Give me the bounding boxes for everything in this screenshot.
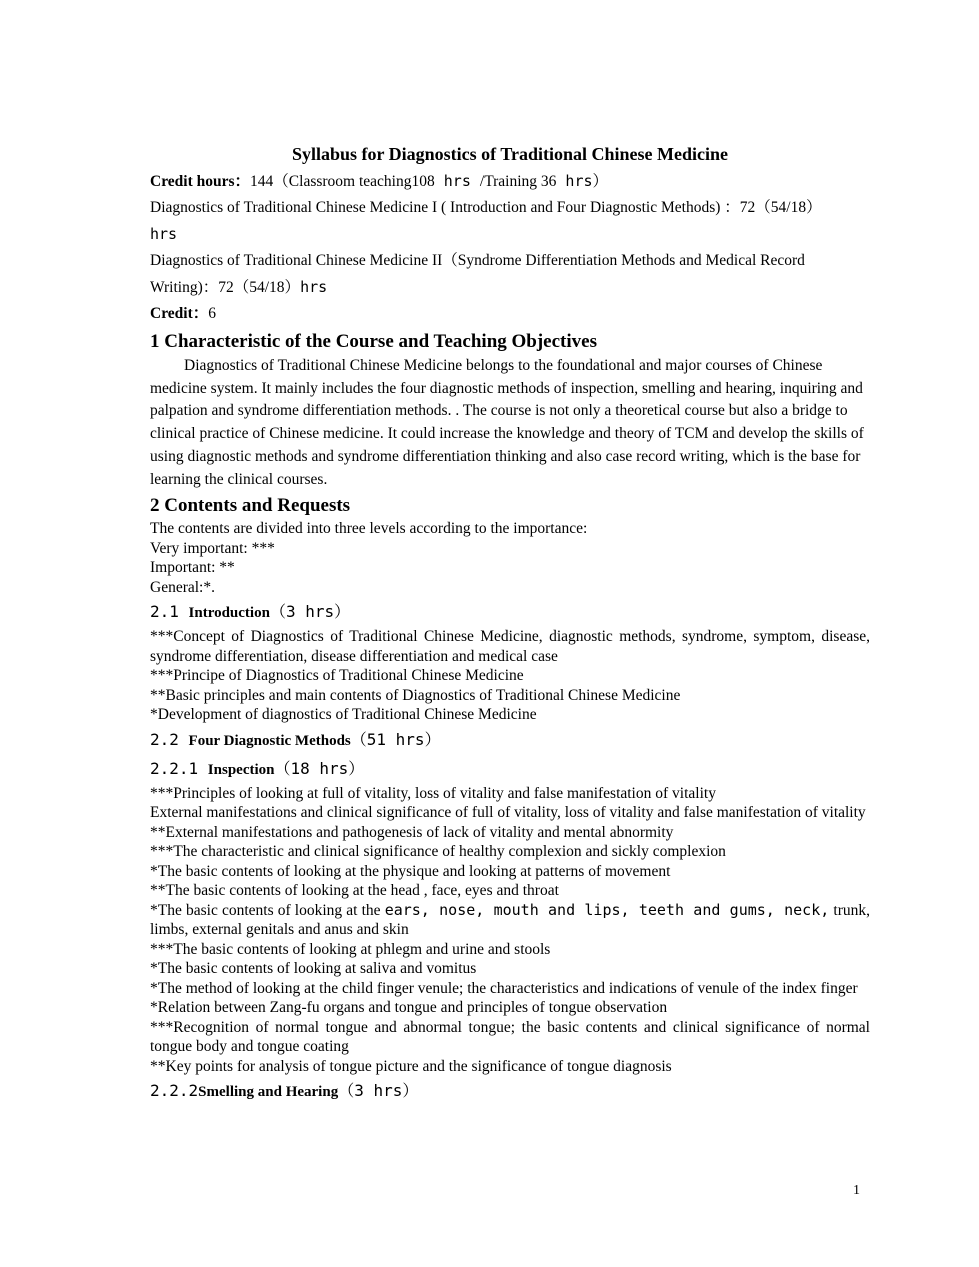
list-item: **Key points for analysis of tongue picture and the significance of tongue diagnosis — [150, 1057, 672, 1075]
importance-level-important: Important: ** — [150, 559, 235, 577]
list-item: External manifestations and clinical significance of full of vitality, loss of vitality and false manifestation of vitality — [150, 804, 866, 822]
list-item: **The basic contents of looking at the head , face, eyes and throat — [150, 882, 559, 900]
credit-value: 6 — [208, 305, 217, 322]
section-2-heading: 2 Contents and Requests — [150, 495, 351, 517]
importance-level-very: Very important: *** — [150, 539, 275, 557]
section-2-2-2-hours: （3 hrs） — [338, 1081, 419, 1101]
course-2-text: Diagnostics of Traditional Chinese Medicine II（Syndrome Differentiation Methods and Medical Record Writing)：72（54/18） — [150, 252, 805, 296]
section-2-1-number: 2.1 — [150, 602, 189, 622]
section-2-2-1-heading — [150, 756, 870, 783]
list-item-text-c: trunk, limbs, external genitals and anus and skin — [150, 901, 870, 939]
section-2-1-label: Introduction — [188, 605, 270, 622]
section-2-2-2-number: 2.2.2 — [150, 1081, 199, 1101]
section-2-2-hours: （51 hrs） — [350, 729, 441, 749]
list-item: ***Principe of Diagnostics of Traditional Chinese Medicine — [150, 667, 524, 685]
section-2-2-2-label: Smelling and Hearing — [198, 1084, 339, 1101]
credit-hours-close: ） — [592, 173, 609, 190]
list-item: *Relation between Zang-fu organs and tongue and principles of tongue observation — [150, 999, 668, 1017]
course-2-unit: hrs — [300, 278, 328, 296]
list-item: **Basic principles and main contents of Diagnostics of Traditional Chinese Medicine — [150, 686, 681, 704]
list-item: ***Recognition of normal tongue and abnormal tongue; the basic contents and clinical significance of normal tongue body and tongue coating — [150, 1018, 870, 1056]
list-item-text-b: ears, nose, mouth and lips, teeth and gums, neck, — [384, 900, 830, 919]
list-item: *The basic contents of looking at saliva and vomitus — [150, 960, 477, 978]
course-2-line — [150, 248, 870, 301]
credit-line — [150, 301, 870, 327]
section-2-2-1-number: 2.2.1 — [150, 758, 208, 778]
section-2-2-2-heading — [150, 1078, 870, 1105]
credit-hours-value-b: /Training 36 — [479, 173, 557, 190]
list-item: *The method of looking at the child finger venule; the characteristics and indications of venule of the index finger — [150, 979, 858, 997]
document-page — [150, 143, 870, 1106]
page-number: 1 — [853, 1183, 860, 1198]
credit-hours-unit-a: hrs — [434, 172, 480, 190]
course-1-text: Diagnostics of Traditional Chinese Medicine I ( Introduction and Four Diagnostic Methods) ：72（54/18） — [150, 199, 822, 216]
list-item: *Development of diagnostics of Traditional Chinese Medicine — [150, 706, 537, 724]
section-2-2-number: 2.2 — [150, 729, 189, 749]
section-2-2-1-hours: （18 hrs） — [274, 758, 365, 778]
list-item — [150, 901, 870, 940]
list-item: *The basic contents of looking at the physique and looking at patterns of movement — [150, 862, 671, 880]
list-item-text-a: *The basic contents of looking at the — [150, 901, 385, 919]
list-item: ***Concept of Diagnostics of Traditional Chinese Medicine, diagnostic methods, syndrome, symptom, disease, syndrome differentiation, disease differentiation and medical case — [150, 628, 870, 665]
credit-hours-value-a: 144（Classroom teaching108 — [250, 173, 435, 190]
list-item: ***The characteristic and clinical significance of healthy complexion and sickly complexion — [150, 843, 726, 861]
credit-label: Credit： — [150, 305, 209, 322]
course-1-line — [150, 195, 870, 248]
section-1-paragraph: Diagnostics of Traditional Chinese Medicine belongs to the foundational and major courses of Chinese medicine system. It mainly includes the four diagnostic methods of inspection, smelling and hearing, inquiring and palpation and syndrome differentiation methods. . The course is not only a theoretical course but also a bridge to clinical practice of Chinese medicine. It could increase the knowledge and theory of TCM and develop the skills of using diagnostic methods and syndrome differentiation thinking and also case record writing, which is the base for learning the clinical courses. — [150, 357, 864, 488]
credit-hours-label: Credit hours： — [150, 173, 251, 190]
section-2-2-heading — [150, 727, 870, 754]
document-title: Syllabus for Diagnostics of Traditional Chinese Medicine — [291, 144, 729, 164]
credit-hours-line — [150, 168, 870, 195]
section-1-heading: 1 Characteristic of the Course and Teaching Objectives — [150, 331, 597, 352]
importance-levels-intro: The contents are divided into three levels according to the importance: — [150, 520, 588, 538]
course-1-unit: hrs — [150, 225, 178, 243]
section-2-1-hours: （3 hrs） — [269, 602, 351, 622]
list-item: ***Principles of looking at full of vitality, loss of vitality and false manifestation of vitality — [150, 784, 716, 802]
importance-level-general: General:*. — [150, 578, 215, 596]
section-2-1-heading — [150, 599, 870, 626]
list-item: ***The basic contents of looking at phlegm and urine and stools — [150, 940, 551, 958]
list-item: **External manifestations and pathogenesis of lack of vitality and mental abnormity — [150, 823, 674, 841]
section-2-2-label: Four Diagnostic Methods — [188, 732, 351, 749]
credit-hours-unit-b: hrs — [556, 172, 593, 190]
section-2-2-1-label: Inspection — [207, 761, 275, 778]
